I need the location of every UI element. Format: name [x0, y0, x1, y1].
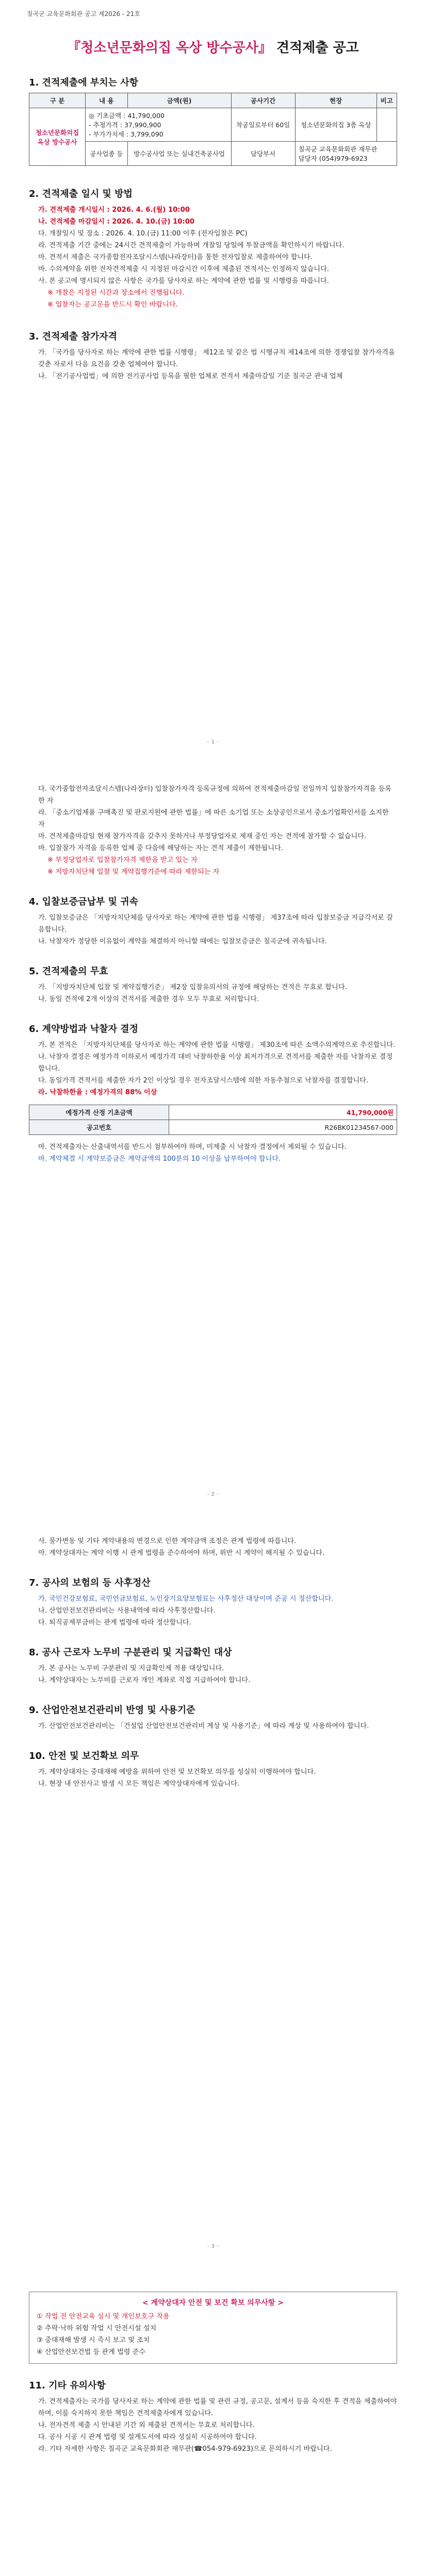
s6-more-line: 바. 계약체결 시 계약보증금은 계약금액의 100분의 10 이상을 납부하여야 합니다. — [38, 1155, 281, 1163]
safety-notice-item: ② 추락·낙하 위험 작업 시 안전시설 설치 — [37, 2325, 157, 2332]
section-3-heading: 3. 견적제출 참가자격 — [29, 331, 117, 342]
site-cell: 청소년문화의집 3층 옥상 — [295, 108, 376, 142]
s2-line: 라. 견적제출 기간 중에는 24시간 견적제출이 가능하며 개찰일 당일에 투찰금액을 확인하시기 바랍니다. — [38, 242, 345, 249]
amount-cell — [86, 108, 232, 142]
amount-vat: - 부가가치세 : 3,799,090 — [89, 130, 163, 138]
s3b-line: 다. 국가종합전자조달시스템(나라장터) 입찰참가자격 등록규정에 의하여 견적제출마감일 전일까지 입찰참가자격을 등록한 자 — [38, 785, 391, 805]
s11-line: 라. 기타 자세한 사항은 칠곡군 교육문화회관 재무관(☎054-979-6923)으로 문의하시기 바랍니다. — [38, 2445, 332, 2453]
duration-cell: 착공일로부터 60일 — [231, 108, 295, 142]
s9-line: 가. 산업안전보건관리비는 「건설업 산업안전보건관리비 계상 및 사용기준」에 따라 계상 및 사용하여야 합니다. — [38, 1722, 369, 1730]
page-1 — [0, 0, 426, 752]
s5-line: 가. 「지방자치단체 입찰 및 계약집행기준」 제2장 입찰유의서의 규정에 해당하는 견적은 무효로 합니다. — [38, 984, 347, 991]
s2-line: 바. 수의계약을 위한 전자견적제출 시 지정된 마감시간 이후에 제출된 견적서는 인정하지 않습니다. — [38, 265, 330, 273]
section-1-heading: 1. 견적제출에 부치는 사항 — [29, 77, 139, 88]
page-title — [0, 37, 426, 56]
dept-contact-cell — [295, 142, 397, 166]
s2-note: ※ 개찰은 지정된 시간과 장소에서 진행됩니다. — [47, 289, 185, 297]
s3b-line: 바. 입찰참가 자격을 등록한 업체 중 다음에 해당하는 자는 견적 제출이 제한됩니다. — [38, 844, 283, 852]
page-2 — [0, 752, 426, 1504]
section-2-heading: 2. 견적제출 일시 및 방법 — [29, 189, 133, 199]
col-header: 공사기간 — [231, 93, 295, 108]
s8-line: 가. 본 공사는 노무비 구분관리 및 지급확인제 적용 대상입니다. — [38, 1665, 224, 1672]
dept-value: 칠곡군 교육문화회관 재무관 — [298, 145, 378, 153]
s5-line: 나. 동일 견적에 2개 이상의 견적서를 제출한 경우 모두 무효로 처리합니다. — [38, 995, 259, 1003]
s10-line: 나. 현장 내 안전사고 발생 시 모든 책임은 계약상대자에게 있습니다. — [38, 1780, 240, 1788]
col-header: 비고 — [376, 93, 397, 108]
s3-line: 나. 「전기공사업법」에 의한 전기공사업 등록을 필한 업체로 견적서 제출마감일 기준 칠곡군 관내 업체 — [38, 372, 343, 380]
notice-no-value: R26BK01234567-000 — [169, 1120, 397, 1135]
safety-notice-item: ③ 중대재해 발생 시 즉시 보고 및 조치 — [37, 2336, 150, 2344]
overview-table — [29, 93, 397, 166]
page-3-content — [29, 1535, 397, 1790]
safety-notice-item: ① 작업 전 안전교육 실시 및 개인보호구 착용 — [37, 2313, 170, 2320]
s6b-line: 사. 물가변동 및 기타 계약내용의 변경으로 인한 계약금액 조정은 관계 법령에 따릅니다. — [38, 1537, 297, 1545]
s11-line: 가. 견적제출자는 국가를 당사자로 하는 계약에 관한 법률 및 관련 규정, 공고문, 설계서 등을 숙지한 후 견적을 제출하여야 하며, 이를 숙지하지 못한 책임은 견적제출자에게 있습니다. — [38, 2398, 397, 2417]
s3b-line: 라. 「중소기업제품 구매촉진 및 판로지원에 관한 법률」에 따른 소기업 또는 소상공인으로서 중소기업확인서를 소지한 자 — [38, 809, 389, 828]
page-footer: - 2 - — [207, 1492, 219, 1497]
notice-no-label: 공고번호 — [29, 1120, 169, 1135]
dept-label: 담당부서 — [231, 142, 295, 166]
s10-line: 가. 계약상대자는 중대재해 예방을 위하여 안전 및 보건확보 의무를 성실히 이행하여야 합니다. — [38, 1768, 316, 1776]
col-header: 구 분 — [29, 93, 86, 108]
section-1 — [29, 66, 397, 382]
s6-more-line: 마. 견적제출자는 산출내역서를 반드시 첨부하여야 하며, 미제출 시 낙찰자 결정에서 제외될 수 있습니다. — [38, 1143, 347, 1151]
section-7-heading: 7. 공사의 보험의 등 사후정산 — [29, 1578, 151, 1588]
s11-line: 나. 전자견적 제출 시 안내된 기간 외 제출된 견적서는 무효로 처리합니다. — [38, 2421, 255, 2429]
s2-note: ※ 입찰자는 공고문을 반드시 확인 바랍니다. — [47, 301, 178, 309]
remark-cell — [376, 108, 397, 142]
s2-line: 나. 견적제출 마감일시 : 2026. 4. 10.(금) 10:00 — [38, 218, 195, 226]
s7-line: 가. 국민건강보험료, 국민연금보험료, 노인장기요양보험료는 사후정산 대상이며 준공 시 정산합니다. — [38, 1595, 334, 1603]
contact-value: (054)979-6923 — [319, 155, 368, 162]
estimate-table — [29, 1105, 397, 1135]
document-number: 칠곡군 교육문화회관 공고 제2026 - 21호 — [27, 10, 140, 18]
safety-notice-item: ④ 산업안전보건법 등 관계 법령 준수 — [37, 2348, 146, 2356]
page-2-content — [29, 783, 397, 1165]
s4-line: 가. 입찰보증금은 「지방자치단체를 당사자로 하는 계약에 관한 법률 시행령」 제37조에 따라 입찰보증금 지급각서로 갈음합니다. — [38, 914, 393, 934]
s2-line: 마. 견적서 제출은 국가종합전자조달시스템(나라장터)을 통한 전자입찰로 제출하여야 합니다. — [38, 253, 313, 261]
section-9-heading: 9. 산업안전보건관리비 반영 및 사용기준 — [29, 1705, 195, 1716]
col-header: 내 용 — [86, 93, 128, 108]
s6b-line: 아. 계약상대자는 계약 이행 시 관계 법령을 준수하여야 하며, 위반 시 계약이 해지될 수 있습니다. — [38, 1549, 325, 1557]
s3-line: 가. 「국가를 당사자로 하는 계약에 관한 법률 시행령」 제12조 및 같은 법 시행규칙 제14조에 의한 경쟁입찰 참가자격을 갖춘 자로서 다음 요건을 갖춘 업체여야 합니다. — [38, 349, 395, 368]
section-10-heading: 10. 안전 및 보건확보 의무 — [29, 1751, 139, 1761]
s3b-red-line: ※ 지방자치단체 입찰 및 계약집행기준에 따라 제한되는 자 — [47, 868, 220, 876]
safety-notice-box — [29, 2292, 397, 2364]
page-3 — [0, 1504, 426, 2257]
s2-line: 가. 견적제출 개시일시 : 2026. 4. 6.(월) 10:00 — [38, 206, 190, 214]
s4-line: 나. 낙찰자가 정당한 이유없이 계약을 체결하지 아니할 때에는 입찰보증금은 칠곡군에 귀속됩니다. — [38, 938, 327, 945]
section-4-heading: 4. 입찰보증금납부 및 귀속 — [29, 896, 139, 907]
contact-label: 담당자 — [298, 155, 317, 162]
s6-line: 라. 낙찰하한율 : 예정가격의 88% 이상 — [38, 1089, 157, 1096]
license-label: 공사업종 등 — [86, 142, 128, 166]
s3b-line: 마. 견적제출마감일 현재 참가자격을 갖추지 못하거나 부정당업자로 제재 중인 자는 견적에 참가할 수 없습니다. — [38, 833, 367, 840]
amount-base: ◎ 기초금액 : 41,790,000 — [89, 112, 165, 120]
section-5-heading: 5. 견적제출의 무효 — [29, 966, 108, 977]
page-footer: - 3 - — [207, 2244, 219, 2249]
title-rest: 견적제출 공고 — [276, 40, 359, 56]
project-name-cell: 청소년문화의집 옥상 방수공사 — [29, 108, 86, 166]
section-11-heading: 11. 기타 유의사항 — [29, 2380, 106, 2391]
s7-line: 다. 퇴직공제부금비는 관계 법령에 따라 정산합니다. — [38, 1619, 191, 1626]
s6-line: 다. 동일가격 견적서를 제출한 자가 2인 이상일 경우 전자조달시스템에 의한 자동추첨으로 낙찰자를 결정합니다. — [38, 1077, 369, 1084]
estimate-value: 41,790,000원 — [169, 1105, 397, 1120]
s3b-red-line: ※ 부정당업자로 입찰참가자격 제한을 받고 있는 자 — [47, 856, 198, 864]
safety-notice-title: < 계약상대자 안전 및 보건 확보 의무사항 > — [142, 2299, 284, 2307]
section-6-heading: 6. 계약방법과 낙찰자 결정 — [29, 1024, 139, 1035]
license-value: 방수공사업 또는 실내건축공사업 — [127, 142, 231, 166]
section-8-heading: 8. 공사 근로자 노무비 구분관리 및 지급확인 대상 — [29, 1647, 232, 1658]
page-4-content — [29, 2287, 397, 2455]
page-footer: - 1 - — [207, 739, 219, 745]
page-4 — [0, 2257, 426, 2576]
estimate-label: 예정가격 산정 기초금액 — [29, 1105, 169, 1120]
s6-line: 가. 본 견적은 「지방자치단체를 당사자로 하는 계약에 관한 법률 시행령」 제30조에 따른 소액수의계약으로 추진합니다. — [38, 1041, 396, 1049]
s6-line: 나. 낙찰자 결정은 예정가격 이하로서 예정가격 대비 낙찰하한율 이상 최저가격으로 견적서를 제출한 자를 낙찰자로 결정합니다. — [38, 1053, 393, 1073]
s7-line: 나. 산업안전보건관리비는 사용내역에 따라 사후정산합니다. — [38, 1607, 216, 1615]
col-header: 현장 — [295, 93, 376, 108]
s2-line: 사. 본 공고에 명시되지 않은 사항은 국가를 당사자로 하는 계약에 관한 법률 및 시행령을 따릅니다. — [38, 277, 329, 285]
s2-line: 다. 개찰일시 및 장소 : 2026. 4. 10.(금) 11:00 이후 (전자입찰은 PC) — [38, 230, 248, 238]
amount-estimate: - 추정가격 : 37,990,900 — [89, 121, 161, 129]
s11-line: 다. 공사 시공 시 관계 법령 및 설계도서에 따라 성실히 시공하여야 합니다. — [38, 2433, 257, 2441]
title-highlight: 『청소년문화의집 옥상 방수공사』 — [67, 40, 272, 56]
s8-line: 나. 계약상대자는 노무비를 근로자 개인 계좌로 직접 지급하여야 합니다. — [38, 1676, 251, 1684]
col-header: 금액(원) — [127, 93, 231, 108]
